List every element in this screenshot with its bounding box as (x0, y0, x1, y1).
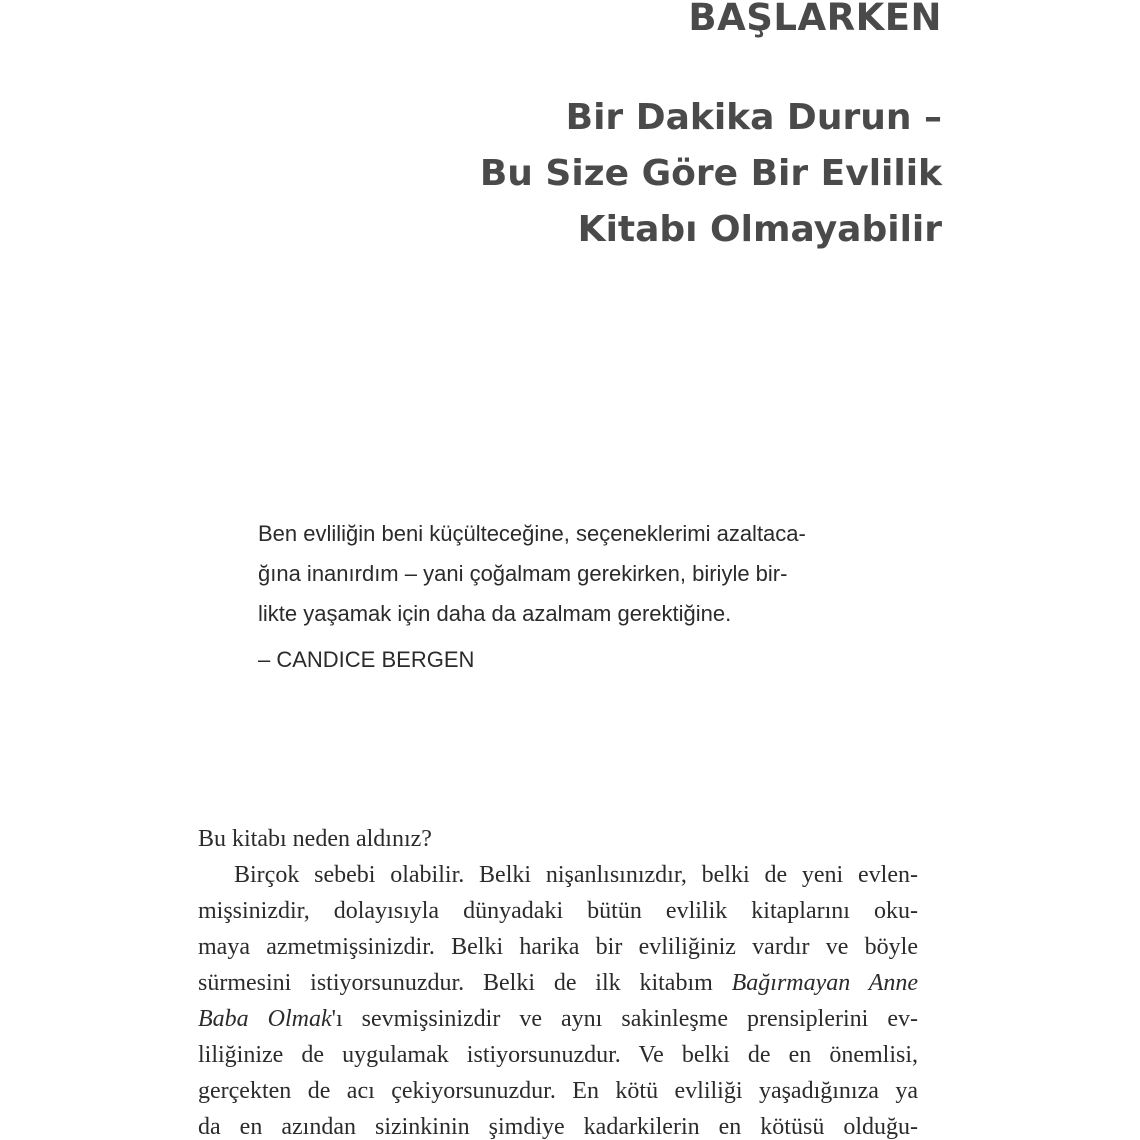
body-italic-title: Bağırmayan Anne (731, 970, 919, 996)
body-text (198, 821, 918, 1140)
chapter-title (242, 90, 942, 258)
chapter-title-line: Kitabı Olmayabilir (577, 209, 942, 250)
body-text-segment: mişsinizdir, dolayısıyla dünyadaki bütün evlilik kitaplarını oku- (198, 898, 918, 924)
epigraph (258, 514, 918, 680)
chapter-title-line: Bir Dakika Durun – (565, 97, 942, 138)
body-italic-title: Baba Olmak (198, 1006, 332, 1032)
body-line (198, 857, 918, 893)
epigraph-attribution: – CANDICE BERGEN (258, 647, 475, 672)
section-label: BAŞLARKEN (688, 0, 942, 39)
body-line (198, 1073, 918, 1109)
body-line (198, 1037, 918, 1073)
body-paragraph (198, 857, 918, 1140)
body-text-segment: Birçok sebebi olabilir. Belki nişanlısınızdır, belki de yeni evlen- (234, 862, 918, 888)
body-text-segment: gerçekten de acı çekiyorsunuzdur. En kötü evliliği yaşadığınıza ya (198, 1078, 918, 1104)
body-line (198, 1001, 918, 1037)
body-question: Bu kitabı neden aldınız? (198, 826, 432, 852)
epigraph-line: likte yaşamak için daha da azalmam gerektiğine. (258, 601, 732, 626)
body-text-segment: da en azından sizinkinin şimdiye kadarkilerin en kötüsü olduğu- (198, 1114, 918, 1140)
body-text-segment: liliğinize de uygulamak istiyorsunuzdur. Ve belki de en önemlisi, (198, 1042, 918, 1068)
epigraph-line: ğına inanırdım – yani çoğalmam gerekirken, biriyle bir- (258, 561, 788, 586)
chapter-title-line: Bu Size Göre Bir Evlilik (479, 153, 942, 194)
body-text-segment: maya azmetmişsinizdir. Belki harika bir evliliğiniz vardır ve böyle (198, 934, 918, 960)
body-line (198, 1109, 918, 1140)
body-line (198, 929, 918, 965)
body-text-segment: 'ı sevmişsinizdir ve aynı sakinleşme prensiplerini ev- (331, 1006, 918, 1032)
body-line (198, 893, 918, 929)
body-text-segment: sürmesini istiyorsunuzdur. Belki de ilk kitabım (198, 970, 732, 996)
epigraph-line: Ben evliliğin beni küçülteceğine, seçeneklerimi azaltaca- (258, 521, 806, 546)
body-line (198, 965, 918, 1001)
